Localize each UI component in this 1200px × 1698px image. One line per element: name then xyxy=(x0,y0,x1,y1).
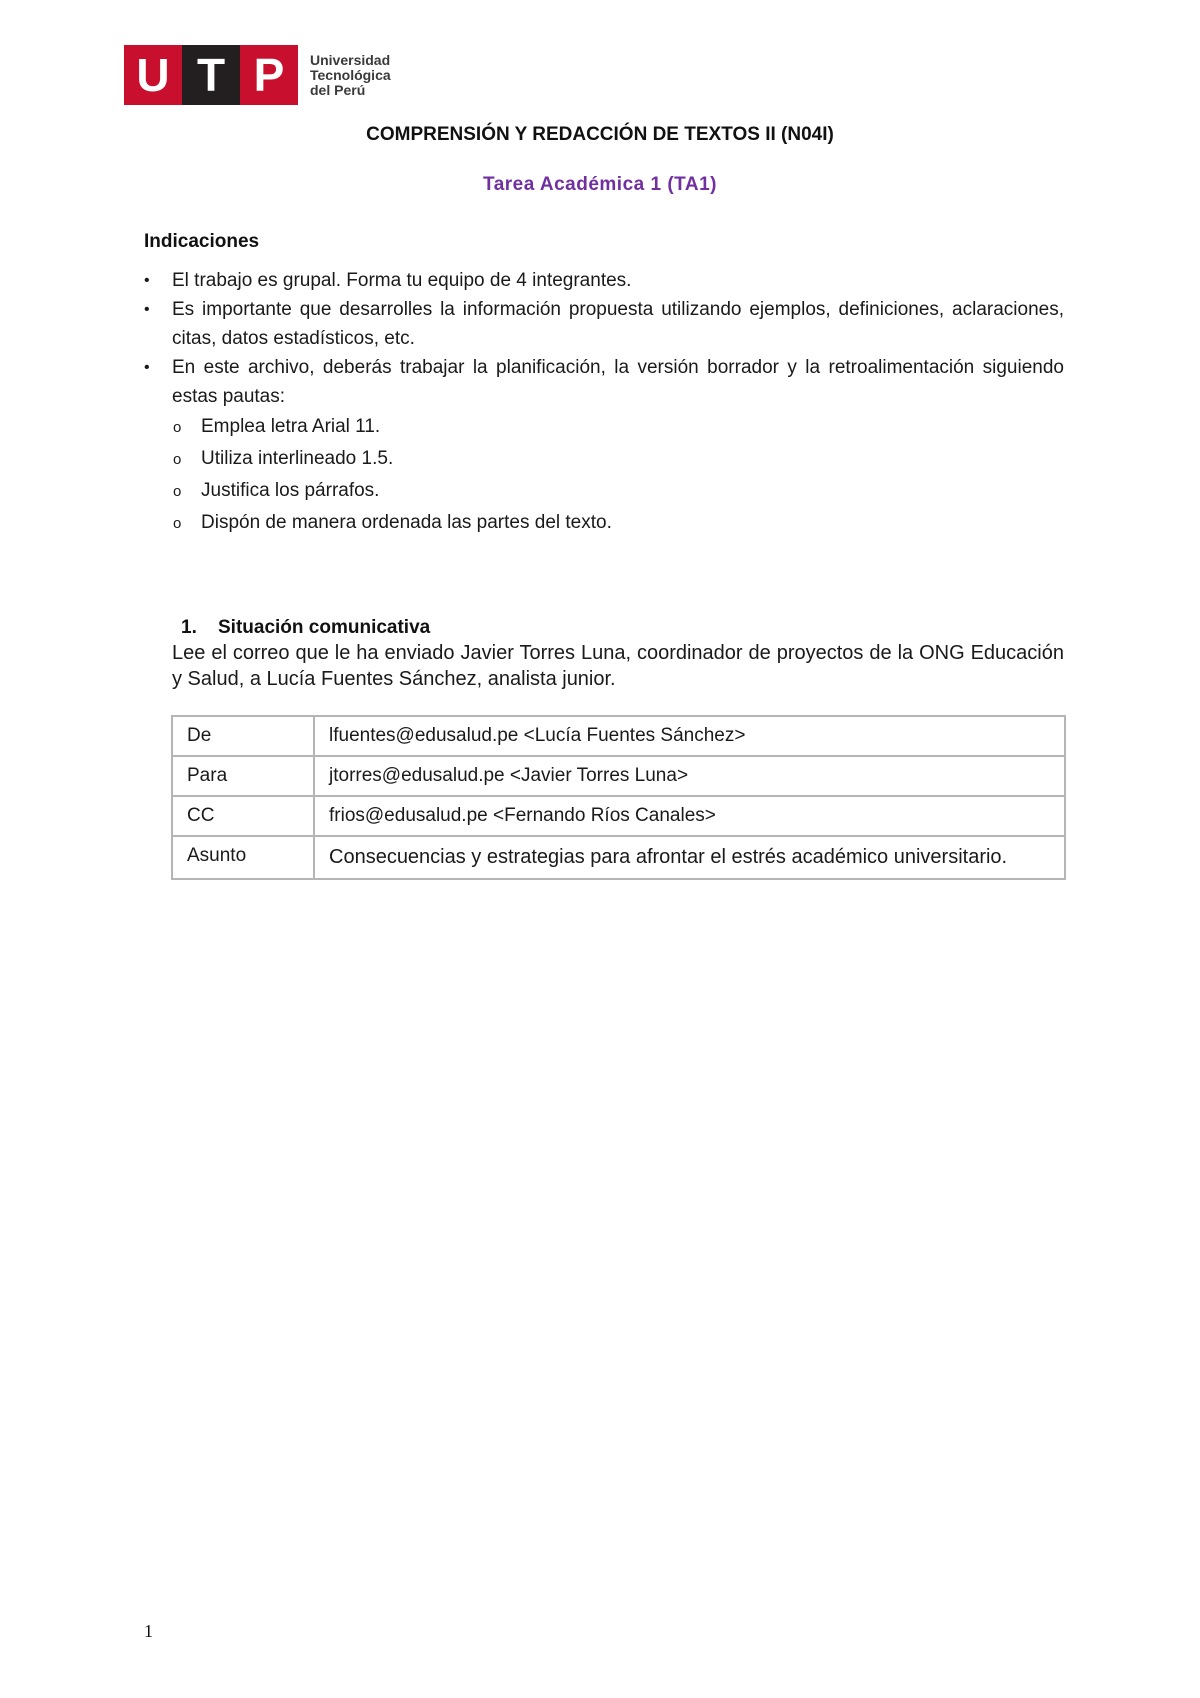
section-heading xyxy=(181,617,430,639)
list-item xyxy=(144,443,1064,475)
logo-letter-t: T xyxy=(182,45,240,105)
list-item xyxy=(144,507,1064,539)
bullet-icon: • xyxy=(144,301,150,318)
circle-bullet-icon: o xyxy=(173,515,182,532)
email-field-value: frios@edusalud.pe <Fernando Ríos Canales> xyxy=(314,796,1065,836)
table-row xyxy=(172,836,1065,879)
section-number: 1. xyxy=(181,617,197,638)
table-row xyxy=(172,756,1065,796)
utp-logo xyxy=(124,45,391,105)
email-field-label: CC xyxy=(172,796,314,836)
email-field-label: De xyxy=(172,716,314,756)
logo-text-line-1: Universidad xyxy=(310,51,391,68)
circle-bullet-icon: o xyxy=(173,419,182,436)
utp-logo-mark xyxy=(124,45,298,105)
document-title: COMPRENSIÓN Y REDACCIÓN DE TEXTOS II (N04I) xyxy=(366,124,834,145)
bullet-text: En este archivo, deberás trabajar la planificación, la versión borrador y la retroalimentación siguiendo estas pautas: xyxy=(172,357,1064,407)
list-item xyxy=(144,295,1064,353)
table-row xyxy=(172,796,1065,836)
sub-bullet-text: Emplea letra Arial 11. xyxy=(201,416,381,437)
sub-bullet-text: Dispón de manera ordenada las partes del texto. xyxy=(201,512,612,533)
list-item xyxy=(144,411,1064,443)
section-paragraph: Lee el correo que le ha enviado Javier Torres Luna, coordinador de proyectos de la ONG Educación y Salud, a Lucía Fuentes Sánchez, analista junior. xyxy=(172,642,1064,690)
pautas-list xyxy=(144,411,1064,539)
page-number: 1 xyxy=(144,1621,153,1641)
bullet-text: Es importante que desarrolles la información propuesta utilizando ejemplos, definiciones, aclaraciones, citas, datos estadísticos, etc. xyxy=(172,299,1064,349)
list-item xyxy=(144,266,1064,295)
logo-letter-p: P xyxy=(240,45,298,105)
logo-text-line-2: Tecnológica xyxy=(310,66,391,83)
indicaciones-list xyxy=(144,266,1064,539)
sub-bullet-text: Justifica los párrafos. xyxy=(201,480,380,501)
bullet-icon: • xyxy=(144,359,150,376)
email-field-label: Para xyxy=(172,756,314,796)
email-field-value: Consecuencias y estrategias para afrontar el estrés académico universitario. xyxy=(314,836,1065,879)
logo-letter-u: U xyxy=(124,45,182,105)
circle-bullet-icon: o xyxy=(173,451,182,468)
section-title: Situación comunicativa xyxy=(218,617,431,638)
logo-text-line-3: del Perú xyxy=(310,81,366,98)
sub-list-container xyxy=(144,411,1064,539)
circle-bullet-icon: o xyxy=(173,483,182,500)
sub-bullet-text: Utiliza interlineado 1.5. xyxy=(201,448,394,469)
bullet-icon: • xyxy=(144,272,150,289)
indicaciones-heading: Indicaciones xyxy=(144,231,260,252)
email-field-label: Asunto xyxy=(172,836,314,879)
list-item xyxy=(144,475,1064,507)
table-row xyxy=(172,716,1065,756)
logo-wordmark xyxy=(310,53,391,98)
document-subtitle: Tarea Académica 1 (TA1) xyxy=(483,174,717,195)
email-field-value: jtorres@edusalud.pe <Javier Torres Luna> xyxy=(314,756,1065,796)
list-item xyxy=(144,353,1064,411)
email-field-value: lfuentes@edusalud.pe <Lucía Fuentes Sánchez> xyxy=(314,716,1065,756)
email-header-table xyxy=(171,715,1066,880)
bullet-text: El trabajo es grupal. Forma tu equipo de 4 integrantes. xyxy=(172,270,632,291)
